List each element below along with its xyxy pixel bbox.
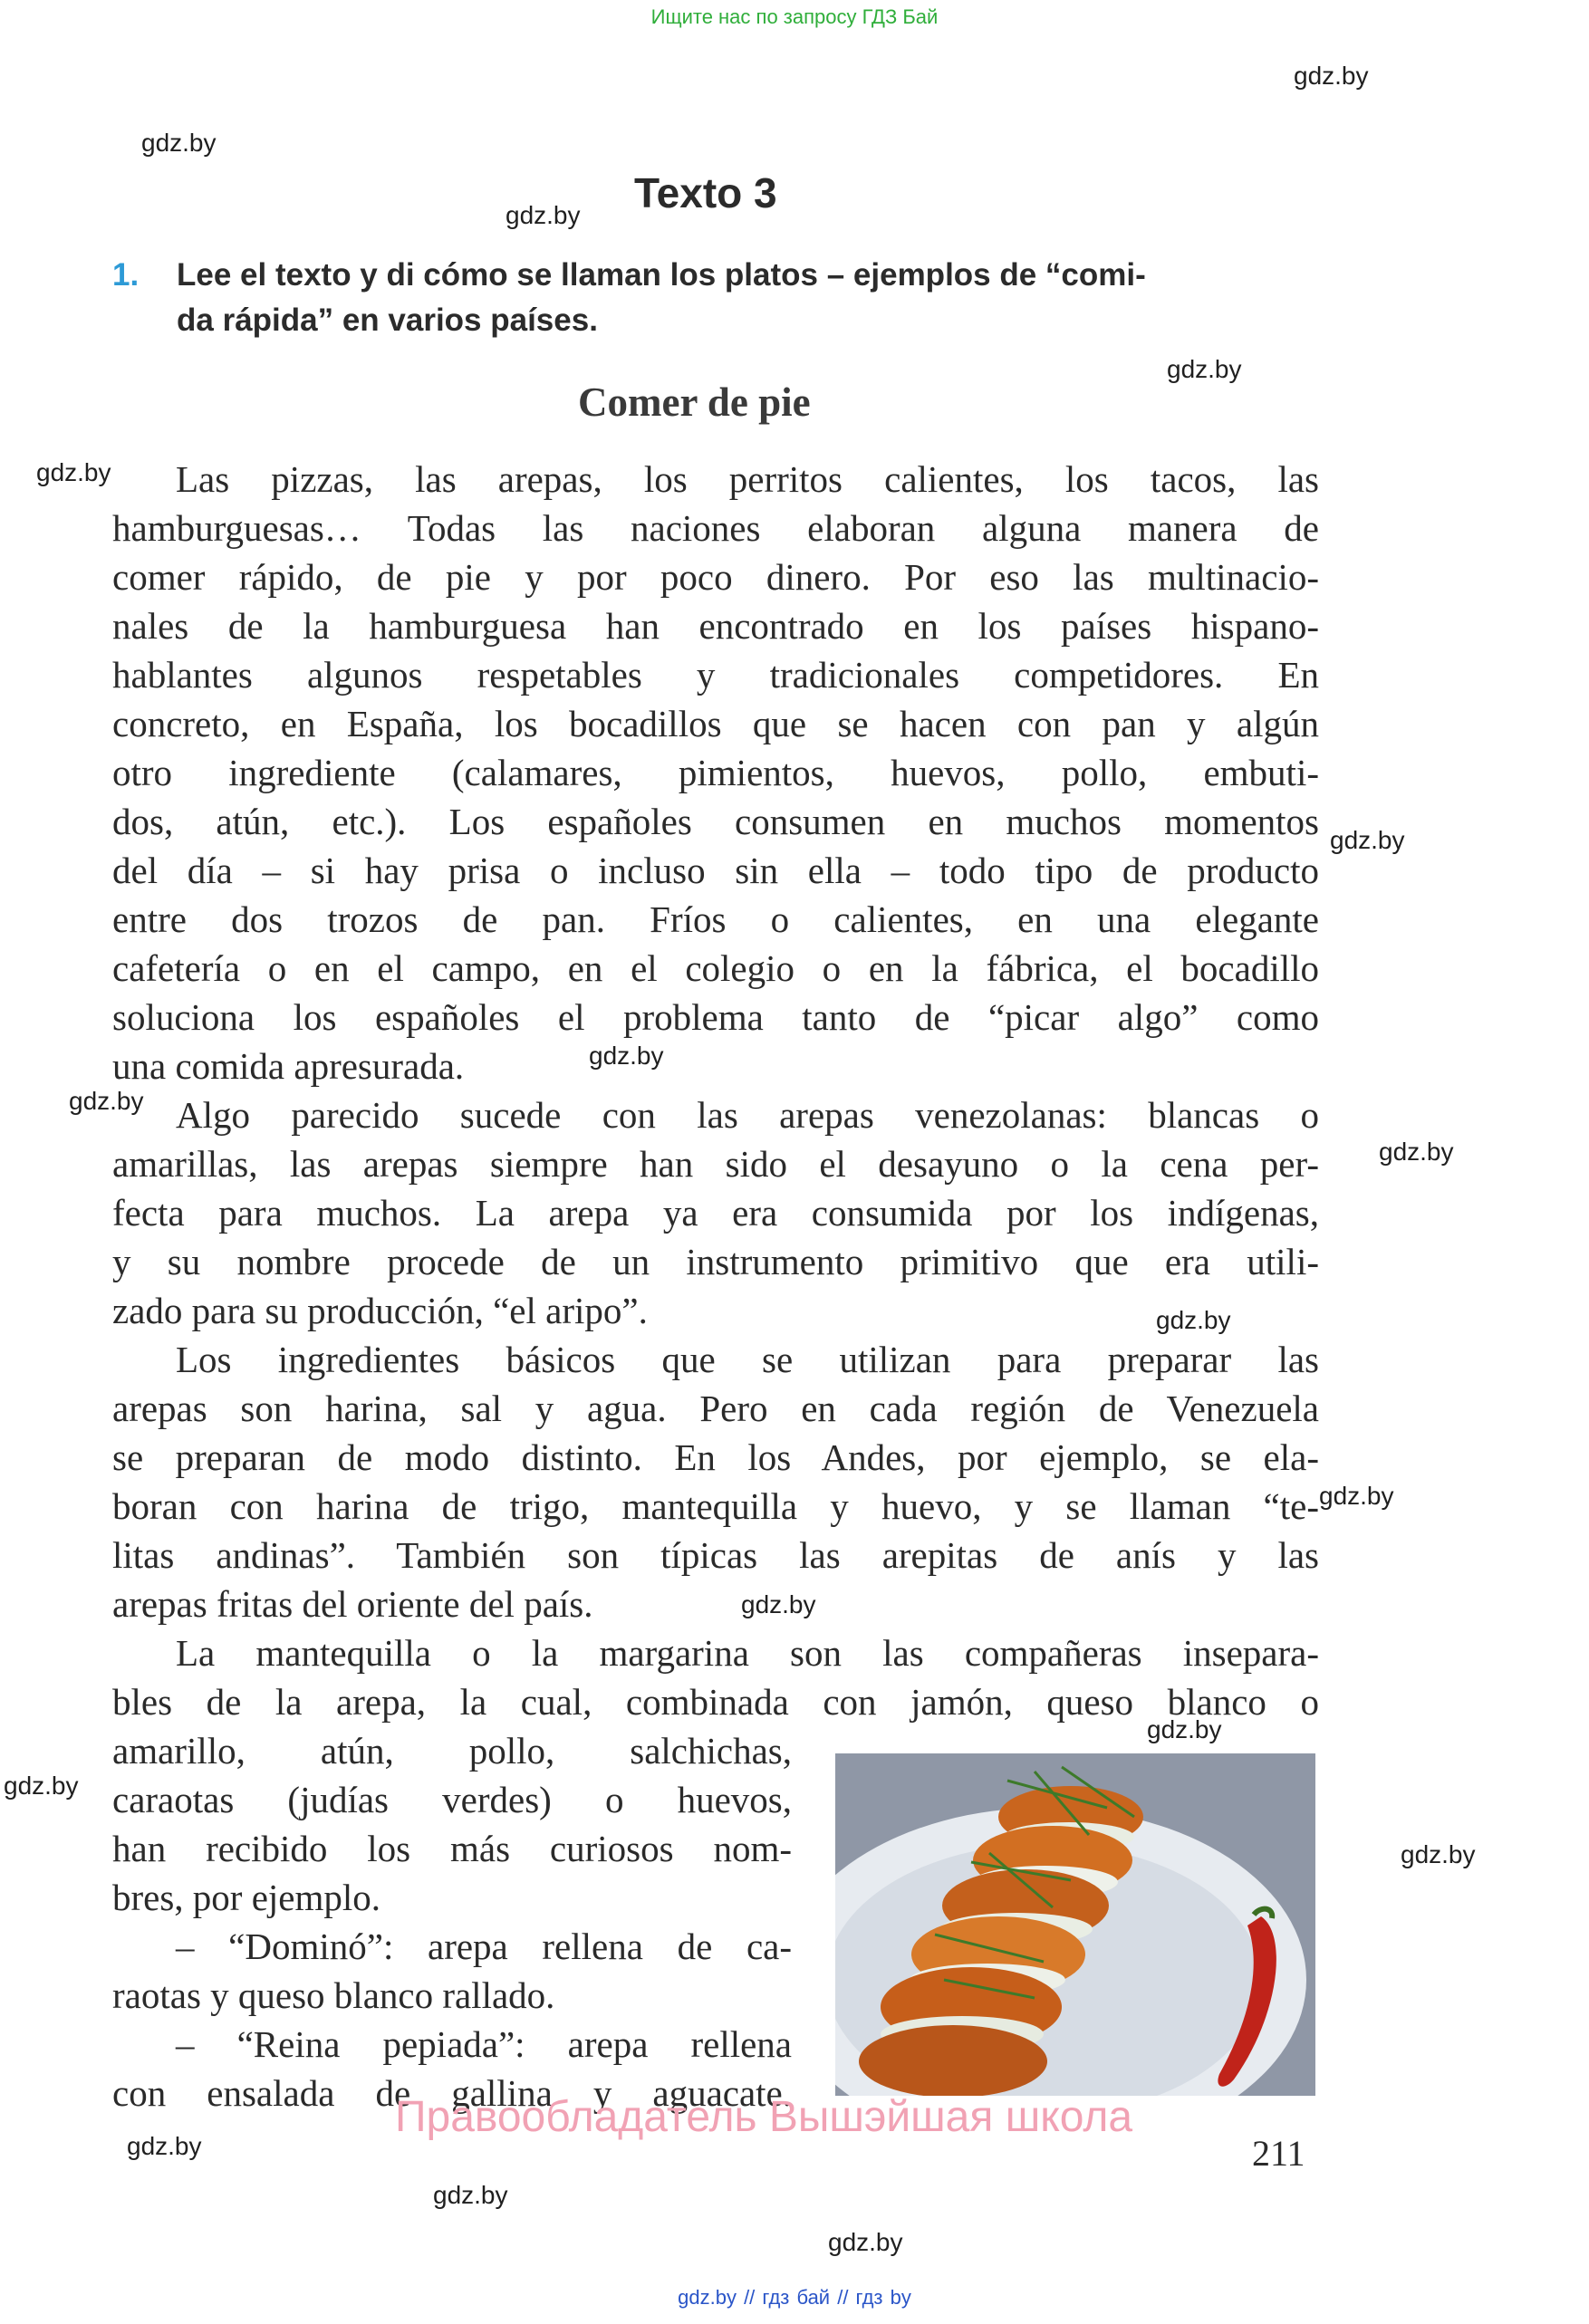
body-line: litas andinas”. También son típicas las arepitas de anís y las <box>112 1534 1319 1576</box>
body-line: Los ingredientes básicos que se utilizan para preparar las <box>176 1339 1319 1380</box>
body-line: – “Dominó”: arepa rellena de ca- <box>176 1925 792 1967</box>
body-line: amarillas, las arepas siempre han sido el desayuno o la cena per- <box>112 1143 1319 1185</box>
body-line: caraotas (judías verdes) o huevos, <box>112 1779 792 1820</box>
body-line: se preparan de modo distinto. En los Andes, por ejemplo, se ela- <box>112 1436 1319 1478</box>
watermark: gdz.by <box>36 458 111 486</box>
body-line: cafetería o en el campo, en el colegio o en la fábrica, el bocadillo <box>112 947 1319 989</box>
body-line: – “Reina pepiada”: arepa rellena <box>176 2023 792 2065</box>
watermark: gdz.by <box>141 129 217 157</box>
body-line: una comida apresurada. <box>112 1045 465 1087</box>
watermark: gdz.by <box>4 1772 79 1800</box>
body-line: concreto, en España, los bocadillos que se hacen con pan y algún <box>112 703 1319 744</box>
watermark: gdz.by <box>69 1087 144 1115</box>
body-line: Las pizzas, las arepas, los perritos calientes, los tacos, las <box>176 458 1319 500</box>
body-line: arepas son harina, sal y agua. Pero en cada región de Venezuela <box>112 1388 1319 1429</box>
watermark: gdz.by <box>433 2181 508 2209</box>
body-line: fecta para muchos. La arepa ya era consumida por los indígenas, <box>112 1192 1319 1234</box>
body-line: hablantes algunos respetables y tradicionales competidores. En <box>112 654 1319 696</box>
body-line: arepas fritas del oriente del país. <box>112 1583 593 1625</box>
top-banner[interactable]: Ищите нас по запросу ГДЗ Бай <box>650 5 939 28</box>
body-line: La mantequilla o la margarina son las compañeras insepara- <box>176 1632 1319 1674</box>
arepas-photo <box>835 1753 1315 2096</box>
body-line: nales de la hamburguesa han encontrado en los países hispano- <box>112 605 1319 647</box>
body-line: zado para su producción, “el aripo”. <box>112 1290 648 1331</box>
body-line: soluciona los españoles el problema tanto de “picar algo” como <box>112 996 1319 1038</box>
watermark: gdz.by <box>1167 355 1242 383</box>
task-number: 1. <box>112 257 140 293</box>
watermark: gdz.by <box>506 201 581 229</box>
body-line: amarillo, atún, pollo, salchichas, <box>112 1730 792 1772</box>
body-line: bres, por ejemplo. <box>112 1877 381 1918</box>
body-line: entre dos trozos de pan. Fríos o calientes, en una elegante <box>112 898 1319 940</box>
footer-links[interactable]: gdz.by // гдз бай // гдз by <box>678 2286 911 2309</box>
body-line: dos, atún, etc.). Los españoles consumen en muchos momentos <box>112 801 1319 842</box>
task-instruction-line: da rápida” en varios países. <box>177 303 598 338</box>
watermark: gdz.by <box>1379 1138 1454 1166</box>
watermark: gdz.by <box>1294 62 1369 90</box>
task-instruction-line: Lee el texto y di cómo se llaman los platos – ejemplos de “comi- <box>177 257 1146 293</box>
reading-title: Comer de pie <box>578 379 811 425</box>
watermark: gdz.by <box>1147 1715 1222 1743</box>
watermark: gdz.by <box>1401 1840 1476 1868</box>
watermark: gdz.by <box>589 1042 664 1070</box>
body-line: boran con harina de trigo, mantequilla y huevo, y se llaman “te- <box>112 1485 1319 1527</box>
body-line: bles de la arepa, la cual, combinada con jamón, queso blanco o <box>112 1681 1319 1723</box>
watermark: gdz.by <box>1319 1482 1394 1510</box>
body-line: del día – si hay prisa o incluso sin ella – todo tipo de producto <box>112 850 1319 891</box>
watermark: gdz.by <box>828 2228 903 2256</box>
body-line: hamburguesas… Todas las naciones elaboran alguna manera de <box>112 507 1319 549</box>
watermark: gdz.by <box>741 1590 816 1618</box>
copyright-stamp: Правообладатель Вышэйшая школа <box>395 2093 1133 2141</box>
watermark: gdz.by <box>1330 826 1405 854</box>
body-line: con ensalada de gallina y aguacate. <box>112 2072 792 2114</box>
watermark: gdz.by <box>1156 1306 1231 1334</box>
page-number: 211 <box>1252 2133 1305 2174</box>
body-line: y su nombre procede de un instrumento primitivo que era utili- <box>112 1241 1319 1282</box>
body-line: otro ingrediente (calamares, pimientos, huevos, pollo, embuti- <box>112 752 1319 793</box>
body-line: Algo parecido sucede con las arepas venezolanas: blancas o <box>176 1094 1319 1136</box>
body-line: comer rápido, de pie y por poco dinero. Por eso las multinacio- <box>112 556 1319 598</box>
body-line: han recibido los más curiosos nom- <box>112 1828 792 1869</box>
body-line: raotas y queso blanco rallado. <box>112 1974 555 2016</box>
page-title: Texto 3 <box>634 169 777 216</box>
watermark: gdz.by <box>127 2132 202 2160</box>
